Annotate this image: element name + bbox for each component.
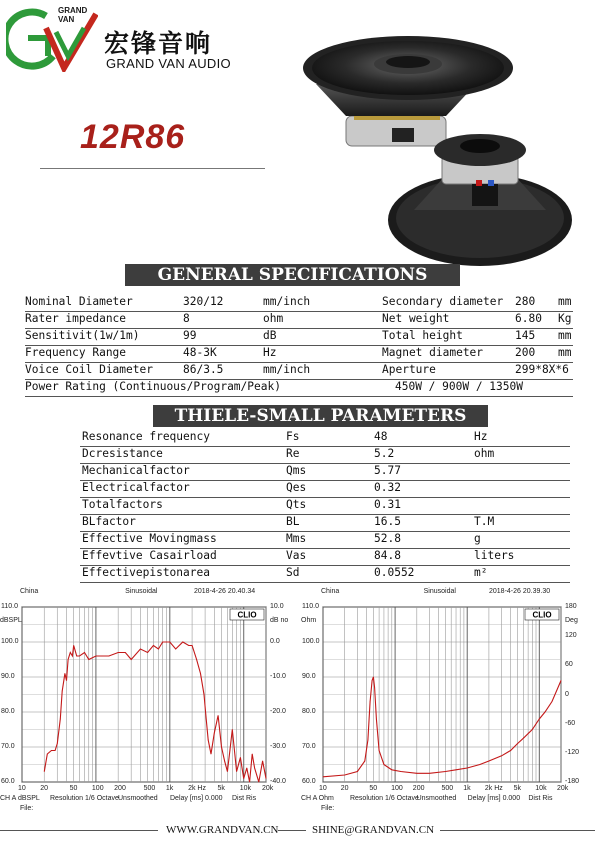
series-point	[131, 659, 132, 660]
ts-param-row	[80, 565, 570, 583]
frequency-response-chart	[0, 588, 298, 824]
logo-wordmark: GRAND VAN	[58, 6, 88, 24]
ts-param-symbol: Mms	[286, 532, 307, 545]
series-point	[221, 747, 222, 748]
series-point	[192, 645, 193, 646]
series-point	[489, 761, 490, 762]
series-point	[84, 652, 85, 653]
y-tick-label-right: 10.0	[270, 603, 284, 610]
series-point	[125, 652, 126, 653]
ts-param-row	[80, 463, 570, 481]
series-line	[323, 677, 561, 777]
spec-unit: mm/inch	[263, 363, 311, 376]
series-point	[214, 733, 215, 734]
series-point	[55, 750, 56, 751]
series-point	[76, 656, 77, 657]
ts-param-symbol: Qms	[286, 464, 307, 477]
series-point	[70, 652, 71, 653]
general-spec-row	[25, 328, 573, 346]
chart-footer-text: Unsmoothed	[118, 795, 158, 802]
impedance-chart	[301, 588, 593, 824]
series-point	[370, 701, 371, 702]
spec-label: Total height	[382, 329, 463, 342]
series-point	[51, 750, 52, 751]
series-point	[445, 771, 446, 772]
series-point	[153, 645, 154, 646]
series-point	[175, 649, 176, 650]
ts-param-symbol: BL	[286, 515, 300, 528]
spec-label: Rater impedance	[25, 312, 127, 325]
series-point	[258, 782, 259, 783]
ts-param-row	[80, 531, 570, 549]
clio-badge-text: CLIO	[237, 610, 257, 620]
series-point	[109, 656, 110, 657]
ts-param-unit: T.M	[474, 515, 495, 528]
y-tick-label-left: 60.0	[1, 778, 15, 785]
series-point	[243, 778, 244, 779]
series-point	[64, 673, 65, 674]
ts-param-name: Resonance frequency	[82, 430, 210, 443]
spec-unit: mm	[558, 329, 572, 342]
x-tick-label: 5k	[513, 785, 521, 792]
y-tick-label-left: 100.0	[302, 638, 320, 645]
series-point	[57, 743, 58, 744]
y-tick-label-right: -120	[565, 748, 580, 756]
chart-footer-text: Dist Ris	[232, 795, 257, 802]
spec-value: 99	[183, 329, 197, 342]
series-point	[344, 775, 345, 776]
series-point	[416, 773, 417, 774]
series-point	[545, 712, 546, 713]
series-point	[374, 687, 375, 688]
ts-param-row	[80, 446, 570, 464]
x-tick-label: 100	[91, 785, 104, 792]
ts-param-value: 48	[374, 430, 388, 443]
chart-footer-text: Unsmoothed	[416, 795, 457, 802]
series-point	[379, 750, 380, 751]
power-rating-values: 450W / 900W / 1350W	[395, 380, 523, 393]
y-axis-label-right: dB no	[270, 617, 289, 624]
series-point	[227, 771, 228, 772]
series-point	[230, 750, 231, 751]
spec-value: 320/12	[183, 295, 224, 308]
x-tick-label: 2k Hz	[484, 785, 503, 792]
series-point	[204, 694, 205, 695]
footer-rule-left	[0, 830, 158, 831]
x-tick-label: 50	[69, 785, 78, 792]
chart-header-left: China	[20, 588, 39, 595]
x-tick-label: 20k	[262, 785, 274, 792]
series-point	[62, 691, 63, 692]
ts-param-name: Effective Movingmass	[82, 532, 217, 545]
y-tick-label-left: 110.0	[302, 603, 319, 610]
chart-header-date: 2018-4-26 20.39.30	[489, 588, 551, 595]
y-tick-label-left: 60.0	[302, 778, 316, 785]
chart-footer-text: Resolution 1/6 Octave	[50, 795, 119, 802]
general-specs-title: GENERAL SPECIFICATIONS	[125, 264, 460, 286]
ts-param-name: Totalfactors	[82, 498, 163, 511]
y-tick-label-left: 90.0	[302, 673, 316, 680]
x-tick-label: 50	[369, 785, 378, 792]
chart-footer-text: CH A	[0, 795, 17, 802]
series-point	[66, 680, 67, 681]
y-tick-label-right: -180	[565, 778, 580, 785]
series-point	[368, 740, 369, 741]
footer-website[interactable]: WWW.GRANDVAN.CN	[166, 824, 279, 836]
y-tick-label-left: 90.0	[1, 673, 15, 680]
series-point	[240, 757, 241, 758]
series-point	[232, 729, 233, 730]
series-point	[68, 659, 69, 660]
brand-name-en: GRAND VAN AUDIO	[106, 56, 231, 71]
general-spec-row	[25, 311, 573, 329]
x-tick-label: 20k	[557, 785, 569, 792]
spec-label: Nominal Diameter	[25, 295, 133, 308]
series-point	[162, 642, 163, 643]
ts-param-unit: ohm	[474, 447, 495, 460]
series-point	[246, 768, 247, 769]
ts-param-symbol: Qts	[286, 498, 307, 511]
series-point	[266, 778, 267, 779]
ts-param-row	[80, 497, 570, 515]
ts-param-row	[80, 514, 570, 532]
series-point	[158, 649, 159, 650]
series-point	[510, 750, 511, 751]
series-point	[182, 642, 183, 643]
ts-param-name: Effectivepistonarea	[82, 566, 210, 579]
power-rating-row	[25, 379, 573, 397]
ts-param-row	[80, 548, 570, 566]
chart-footer-text: CH A	[301, 795, 318, 802]
y-axis-label-left: dBSPL	[0, 617, 22, 624]
series-point	[552, 701, 553, 702]
chart-header-left: China	[321, 588, 340, 595]
spec-label: Frequency Range	[25, 346, 127, 359]
series-point	[372, 680, 373, 681]
x-tick-label: 100	[391, 785, 403, 792]
series-point	[429, 773, 430, 774]
y-tick-label-right: -60	[565, 719, 576, 727]
spec-label: Magnet diameter	[382, 346, 484, 359]
ts-param-name: BLfactor	[82, 515, 136, 528]
ts-param-name: Effevtive Casairload	[82, 549, 217, 562]
ts-param-name: Dcresistance	[82, 447, 163, 460]
y-tick-label-right: -30.0	[270, 743, 286, 750]
y-tick-label-left: 80.0	[302, 708, 316, 715]
ts-param-symbol: Qes	[286, 481, 307, 494]
y-tick-label-right: 120	[565, 632, 577, 640]
general-spec-row	[25, 294, 573, 312]
series-point	[456, 769, 457, 770]
y-tick-label-right: -20.0	[270, 708, 286, 715]
y-axis-label-left: Ohm	[301, 617, 317, 624]
x-tick-label: 1k	[463, 785, 471, 792]
chart-footer-text: Delay [ms] 0.000	[170, 795, 223, 802]
series-point	[532, 729, 533, 730]
x-tick-label: 20	[40, 785, 49, 792]
ts-param-name: Electricalfactor	[82, 481, 190, 494]
series-point	[88, 659, 89, 660]
series-point	[79, 656, 80, 657]
ts-param-symbol: Re	[286, 447, 300, 460]
series-point	[44, 771, 45, 772]
spec-unit: Hz	[263, 346, 277, 359]
series-point	[206, 719, 207, 720]
series-point	[517, 743, 518, 744]
series-point	[523, 738, 524, 739]
ts-param-unit: liters	[474, 549, 515, 562]
series-point	[254, 768, 255, 769]
x-tick-label: 10k	[239, 785, 252, 792]
thiele-small-title: THIELE-SMALL PARAMETERS	[153, 405, 488, 427]
chart-file-label: File:	[20, 805, 34, 812]
y-tick-label-right: -10.0	[270, 673, 286, 680]
clio-badge-text: CLIO	[532, 610, 552, 620]
x-tick-label: 2k Hz	[188, 785, 206, 792]
x-tick-label: 200	[412, 785, 425, 792]
y-axis-label-right: Deg	[565, 617, 578, 624]
chart-header-date: 2018-4-26 20.40.34	[194, 588, 256, 595]
footer-email[interactable]: SHINE@GRANDVAN.CN	[312, 824, 435, 836]
spec-label: Net weight	[382, 312, 450, 325]
ts-param-unit: m²	[474, 566, 488, 579]
chart-header-title: Sinusoidal	[125, 588, 158, 595]
series-point	[188, 645, 189, 646]
spec-unit: dB	[263, 329, 277, 342]
ts-param-symbol: Fs	[286, 430, 300, 443]
y-tick-label-right: 60	[565, 661, 573, 669]
series-point	[208, 740, 209, 741]
spec-value: 86/3.5	[183, 363, 224, 376]
ts-param-value: 0.32	[374, 481, 401, 494]
series-point	[73, 645, 74, 646]
series-point	[211, 754, 212, 755]
y-tick-label-right: 0	[565, 690, 569, 698]
series-point	[373, 677, 374, 678]
y-tick-label-left: 110.0	[1, 603, 18, 610]
spec-unit: ohm	[263, 312, 284, 325]
x-tick-label: 5k	[217, 785, 225, 792]
series-point	[252, 754, 253, 755]
spec-value: 145	[515, 329, 536, 342]
model-name: 12R86	[80, 118, 186, 156]
series-point	[200, 673, 201, 674]
x-tick-label: 500	[143, 785, 156, 792]
chart-footer-text: Resolution 1/6 Octave	[349, 795, 419, 802]
spec-unit: mm	[558, 346, 572, 359]
y-tick-label-left: 100.0	[1, 638, 19, 645]
brand-name-cn: 宏锋音响	[104, 29, 213, 58]
series-point	[60, 719, 61, 720]
x-tick-label: 10	[18, 785, 26, 792]
ts-param-value: 0.0552	[374, 566, 415, 579]
series-point	[357, 771, 358, 772]
series-point	[96, 656, 97, 657]
x-tick-label: 10k	[535, 785, 547, 792]
ts-param-symbol: Vas	[286, 549, 307, 562]
x-tick-label: 200	[114, 785, 126, 792]
y-tick-label-left: 70.0	[302, 743, 316, 750]
spec-unit: mm/inch	[263, 295, 311, 308]
series-point	[72, 656, 73, 657]
y-tick-label-left: 70.0	[1, 743, 15, 750]
spec-value: 8	[183, 312, 190, 325]
ts-param-value: 16.5	[374, 515, 401, 528]
x-tick-label: 500	[441, 785, 454, 792]
spec-value: 280	[515, 295, 536, 308]
ts-param-value: 84.8	[374, 549, 401, 562]
ts-param-name: Mechanicalfactor	[82, 464, 190, 477]
ts-param-value: 52.8	[374, 532, 401, 545]
series-point	[101, 656, 102, 657]
ts-param-unit: Hz	[474, 430, 488, 443]
spec-unit: Kg	[558, 312, 572, 325]
chart-footer-text: Dist Ris	[528, 795, 553, 802]
spec-unit: mm	[558, 295, 572, 308]
series-point	[118, 652, 119, 653]
spec-label: Aperture	[382, 363, 436, 376]
ts-param-unit: g	[474, 532, 481, 545]
series-point	[539, 719, 540, 720]
series-point	[249, 782, 250, 783]
footer-rule-right	[440, 830, 595, 831]
ts-param-symbol: Sd	[286, 566, 300, 579]
y-tick-label-right: 0.0	[270, 638, 280, 645]
series-point	[47, 754, 48, 755]
series-point	[376, 719, 377, 720]
series-point	[364, 761, 365, 762]
spec-value: 200	[515, 346, 536, 359]
series-point	[147, 652, 148, 653]
general-spec-row	[25, 362, 573, 380]
series-point	[400, 771, 401, 772]
series-point	[236, 771, 237, 772]
spec-label: Sensitivit(1w/1m)	[25, 329, 140, 342]
spec-value: 299*8X*6	[515, 363, 569, 376]
ts-param-row	[80, 429, 570, 447]
spec-value: 6.80	[515, 312, 542, 325]
series-point	[262, 761, 263, 762]
chart-footer-text: Ohm	[318, 795, 334, 802]
series-point	[479, 764, 480, 765]
ts-param-value: 5.2	[374, 447, 395, 460]
x-tick-label: 1k	[165, 785, 174, 792]
y-tick-label-right: -40.0	[270, 778, 286, 785]
series-point	[140, 649, 141, 650]
ts-param-row	[80, 480, 570, 498]
y-tick-label-left: 80.0	[1, 708, 15, 715]
x-tick-label: 10	[319, 785, 327, 792]
series-point	[196, 659, 197, 660]
model-underline	[40, 168, 265, 169]
series-point	[467, 768, 468, 769]
series-point	[224, 761, 225, 762]
series-point	[384, 764, 385, 765]
spec-label: Secondary diameter	[382, 295, 504, 308]
series-point	[391, 769, 392, 770]
chart-footer-text: Delay [ms] 0.000	[467, 795, 521, 802]
footer-rule-mid	[278, 830, 306, 831]
spec-value: 48-3K	[183, 346, 217, 359]
chart-header-title: Sinusoidal	[423, 588, 456, 595]
series-point	[218, 715, 219, 716]
general-spec-row	[25, 345, 573, 363]
power-rating-label: Power Rating (Continuous/Program/Peak)	[25, 380, 281, 393]
y-tick-label-right: 180	[565, 603, 577, 610]
spec-label: Voice Coil Diameter	[25, 363, 153, 376]
series-point	[501, 755, 502, 756]
chart-file-label: File:	[321, 805, 335, 812]
x-tick-label: 20	[340, 785, 349, 792]
ts-param-value: 5.77	[374, 464, 401, 477]
ts-param-value: 0.31	[374, 498, 401, 511]
series-point	[323, 776, 324, 777]
series-point	[169, 642, 170, 643]
speaker-rear-image	[384, 126, 574, 268]
chart-footer-text: dBSPL	[18, 795, 40, 802]
series-point	[561, 680, 562, 681]
